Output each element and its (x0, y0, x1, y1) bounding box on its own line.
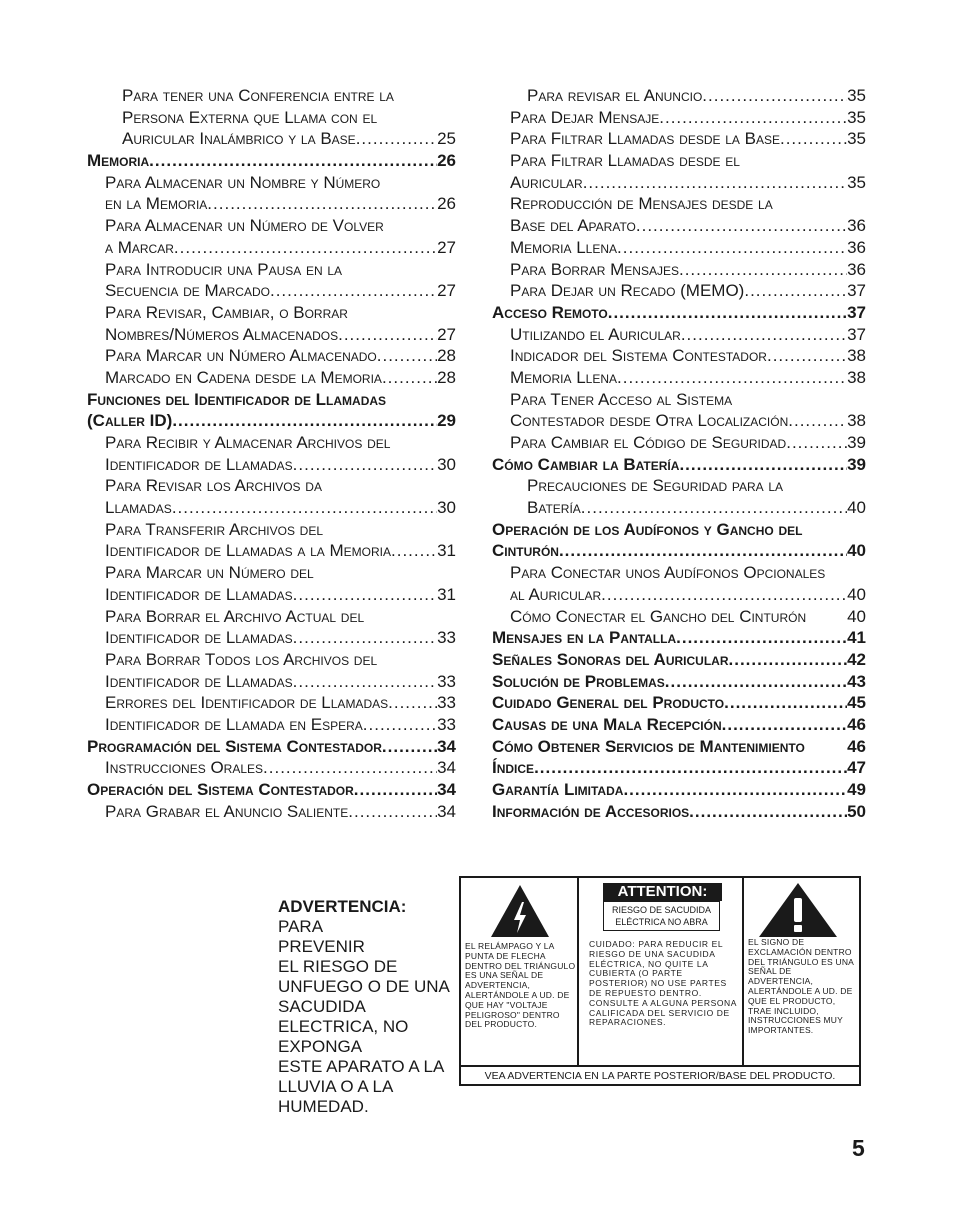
toc-leader-dots (377, 345, 437, 367)
toc-section-entry[interactable] (492, 671, 866, 693)
toc-leader-dots (293, 627, 437, 649)
toc-leader-dots (724, 692, 847, 714)
caution-label-box (459, 876, 861, 1086)
toc-entry-title: Base del Aparato (510, 216, 636, 236)
toc-entry[interactable] (492, 410, 866, 432)
toc-entry-title: Para Cambiar el Código de Seguridad (510, 433, 787, 452)
toc-entry[interactable] (87, 280, 456, 302)
toc-leader-dots (780, 128, 847, 150)
toc-page-number: 35 (847, 172, 866, 192)
toc-page-number: 33 (437, 628, 456, 648)
toc-leader-dots (363, 714, 437, 736)
toc-entry-line: Para Introducir una Pausa en la (105, 259, 343, 279)
toc-section-entry[interactable] (492, 714, 866, 736)
toc-page-number: 40 (847, 498, 866, 518)
toc-entry-line: Para Revisar los Archivos da (105, 476, 322, 496)
toc-leader-dots (391, 540, 437, 562)
toc-entry-title: Para revisar el Anuncio (527, 86, 703, 105)
toc-leader-dots (617, 237, 847, 259)
warning-line: EL RIESGO DE (278, 957, 398, 976)
toc-entry-title: Acceso Remoto (492, 302, 608, 322)
toc-page-number: 26 (437, 194, 456, 214)
toc-leader-dots (356, 128, 437, 150)
toc-entry[interactable] (492, 497, 866, 519)
toc-entry[interactable] (87, 345, 456, 367)
toc-entry-line: Para Borrar el Archivo Actual del (105, 606, 365, 626)
toc-page-number: 33 (437, 693, 456, 713)
attention-title: ATTENTION: (603, 883, 722, 901)
toc-section-entry[interactable] (87, 150, 456, 172)
toc-entry[interactable] (87, 692, 456, 714)
toc-entry-title: Identificador de Llamada en Espera (105, 714, 363, 734)
toc-entry[interactable] (492, 107, 866, 129)
toc-page-number: 27 (437, 237, 456, 257)
toc-page-number: 34 (437, 758, 456, 778)
toc-leader-dots (270, 280, 437, 302)
toc-section-entry[interactable] (492, 779, 866, 801)
toc-entry[interactable] (492, 345, 866, 367)
page-number: 5 (852, 1135, 865, 1161)
toc-section-entry[interactable] (492, 454, 866, 476)
toc-entry[interactable] (87, 367, 456, 389)
toc-page-number: 43 (847, 671, 866, 691)
toc-leader-dots (149, 150, 437, 172)
toc-page-number: 31 (437, 541, 456, 561)
toc-entry[interactable] (87, 714, 456, 736)
toc-entry-title: Contestador desde Otra Localización (510, 411, 789, 431)
toc-leader-dots (388, 692, 437, 714)
toc-leader-dots (263, 757, 437, 779)
toc-entry[interactable] (492, 85, 866, 107)
toc-leader-dots (689, 801, 847, 823)
toc-leader-dots (293, 671, 437, 693)
toc-entry-title: Cuidado General del Producto (492, 693, 725, 713)
toc-leader-dots (174, 237, 437, 259)
toc-entry-title: Memoria Llena (510, 367, 618, 387)
toc-leader-dots (293, 454, 437, 476)
caution-middle-panel (579, 878, 744, 1065)
toc-entry-title: Batería (527, 498, 581, 518)
toc-entry[interactable] (87, 454, 456, 476)
warning-line: UNFUEGO O DE UNA (278, 977, 450, 996)
toc-leader-dots (722, 714, 847, 736)
toc-entry-title: Programación del Sistema Contestador (87, 736, 382, 756)
toc-entry-title: Para Grabar el Anuncio Saliente (105, 801, 349, 821)
toc-entry-title: Indicador del Sistema Contestador (510, 346, 767, 366)
toc-entry-title: Marcado en Cadena desde la Memoria (105, 367, 382, 387)
caution-bottom-note: VEA ADVERTENCIA EN LA PARTE POSTERIOR/BASE DEL PRODUCTO. (461, 1065, 859, 1086)
warning-line: ELECTRICA, NO (278, 1017, 409, 1036)
caution-text: CUIDADO: PARA REDUCIR EL RIESGO DE UNA SACUDIDA ELÉCTRICA, NO QUITE LA CUBIERTA (O PARTE POSTERIOR) NO USE PARTES DE REPUESTO DENTRO. CONSULTE A ALGUNA PERSONA CALIFICADA DEL SERVICIO DE REPARACIONES. (589, 939, 737, 1028)
toc-page-number: 36 (847, 259, 866, 279)
fire-shock-warning (278, 897, 453, 1117)
toc-entry-title: Información de Accesorios (492, 801, 690, 821)
toc-page-number: 33 (437, 714, 456, 734)
toc-entry[interactable] (492, 584, 866, 606)
warning-line: PREVENIR (278, 937, 365, 956)
toc-leader-dots (601, 584, 847, 606)
toc-entry-title: Para Dejar Mensaje (510, 107, 660, 127)
toc-entry-title: Secuencia de Marcado (105, 281, 270, 301)
toc-entry-title: Cómo Cambiar la Batería (492, 454, 680, 474)
toc-entry-title: Operación del Sistema Contestador (87, 780, 354, 799)
toc-page-number: 34 (437, 780, 456, 799)
toc-section-entry[interactable] (492, 736, 866, 758)
toc-entry[interactable] (492, 237, 866, 259)
toc-entry-line: Persona Externa que Llama con el (122, 107, 378, 127)
toc-page-number: 26 (437, 151, 456, 171)
toc-page-number: 30 (437, 454, 456, 474)
toc-entry-title: Causas de una Mala Recepción (492, 714, 722, 734)
toc-leader-dots (729, 649, 848, 671)
toc-page-number: 30 (437, 498, 456, 518)
toc-page-number: 31 (437, 584, 456, 604)
toc-entry-line: Para Borrar Todos los Archivos del (105, 649, 378, 669)
toc-entry-title: Identificador de Llamadas (105, 454, 293, 474)
toc-entry-line: Para Conectar unos Audífonos Opcionales (510, 563, 826, 583)
toc-entry-title: Cómo Conectar el Gancho del Cinturón (510, 606, 807, 626)
toc-page-number: 37 (847, 281, 866, 301)
toc-entry-line: Reproducción de Mensajes desde la (510, 194, 773, 214)
toc-section-entry[interactable] (492, 649, 866, 671)
toc-page-number: 38 (847, 367, 866, 387)
toc-leader-dots (608, 302, 847, 324)
toc-leader-dots (348, 801, 437, 823)
toc-entry-title: Índice (492, 758, 535, 778)
toc-entry[interactable] (87, 671, 456, 693)
toc-leader-dots (382, 736, 437, 758)
toc-section-entry[interactable] (87, 736, 456, 758)
toc-entry-title: Garantía Limitada (492, 780, 624, 799)
toc-entry[interactable] (87, 497, 456, 519)
toc-section-heading: Funciones del Identificador de Llamadas (87, 389, 387, 409)
toc-page-number: 42 (847, 649, 866, 669)
toc-leader-dots (659, 107, 847, 129)
toc-entry-title: (Caller ID) (87, 411, 173, 431)
toc-section-entry[interactable] (492, 801, 866, 823)
toc-page-number: 50 (847, 801, 866, 821)
toc-page-number: 29 (437, 411, 456, 431)
toc-entry[interactable] (492, 172, 866, 194)
toc-entry-title: Para Marcar un Número Almacenado (105, 346, 377, 366)
toc-page-number: 40 (847, 606, 866, 626)
toc-entry[interactable] (492, 215, 866, 237)
toc-entry-line: Para Almacenar un Número de Volver (105, 216, 384, 236)
toc-entry[interactable] (492, 280, 866, 302)
toc-page-number: 34 (437, 801, 456, 821)
toc-entry[interactable] (87, 801, 456, 823)
toc-leader-dots (293, 584, 437, 606)
toc-page-number: 39 (847, 454, 866, 474)
toc-entry-title: Memoria (87, 151, 150, 171)
toc-page-number: 38 (847, 346, 866, 366)
toc-entry-title: Señales Sonoras del Auricular (492, 649, 729, 669)
toc-entry[interactable] (492, 128, 866, 150)
warning-line: SACUDIDA (278, 997, 366, 1016)
toc-leader-dots (559, 540, 847, 562)
toc-entry-line: Para Filtrar Llamadas desde el (510, 151, 740, 171)
toc-entry-line: Para tener una Conferencia entre la (122, 86, 394, 105)
toc-leader-dots (665, 671, 847, 693)
toc-entry-line: Precauciones de Seguridad para la (527, 476, 784, 496)
toc-right-column (492, 85, 866, 822)
toc-page-number: 27 (437, 281, 456, 301)
toc-section-entry[interactable] (492, 540, 866, 562)
toc-entry[interactable] (87, 324, 456, 346)
toc-page-number: 40 (847, 584, 866, 604)
toc-entry-line: Para Recibir y Almacenar Archivos del (105, 433, 391, 452)
toc-entry-line: Para Almacenar un Nombre y Número (105, 172, 381, 192)
toc-entry-title: Instrucciones Orales (105, 758, 264, 778)
toc-entry[interactable] (87, 193, 456, 215)
toc-page-number: 35 (847, 86, 866, 105)
toc-leader-dots (172, 497, 437, 519)
toc-entry[interactable] (87, 757, 456, 779)
toc-leader-dots (679, 259, 847, 281)
toc-entry-title: Solución de Problemas (492, 671, 665, 691)
warning-line: EXPONGA (278, 1037, 363, 1056)
toc-leader-dots (207, 193, 437, 215)
toc-entry[interactable] (492, 259, 866, 281)
toc-entry-title: Identificador de Llamadas (105, 628, 293, 648)
toc-section-heading: Operación de los Audífonos y Gancho del (492, 519, 803, 539)
lightning-triangle-icon (490, 884, 550, 938)
toc-page-number: 37 (847, 302, 866, 322)
toc-entry-title: Auricular Inalámbrico y la Base (122, 129, 356, 149)
toc-page-number: 41 (847, 628, 866, 648)
toc-leader-dots (702, 85, 847, 107)
caution-left-panel (461, 878, 579, 1065)
warning-line: PARA (278, 917, 324, 936)
toc-page-number: 39 (847, 433, 866, 452)
toc-entry[interactable] (492, 367, 866, 389)
toc-leader-dots (583, 172, 847, 194)
toc-page-number: 46 (847, 736, 866, 756)
toc-entry-title: Identificador de Llamadas a la Memoria (105, 541, 391, 561)
toc-entry-title: Para Filtrar Llamadas desde la Base (510, 129, 780, 149)
toc-leader-dots (623, 779, 847, 801)
toc-entry-title: Para Dejar un Recado (MEMO) (510, 281, 745, 301)
toc-leader-dots (172, 410, 437, 432)
toc-page-number: 49 (847, 780, 866, 799)
toc-entry-title: en la Memoria (105, 194, 208, 214)
toc-leader-dots (744, 280, 847, 302)
toc-leader-dots (676, 627, 847, 649)
toc-leader-dots (788, 410, 847, 432)
toc-leader-dots (338, 324, 437, 346)
toc-entry-line: Para Transferir Archivos del (105, 519, 324, 539)
toc-entry-title: Identificador de Llamadas (105, 671, 293, 691)
toc-entry-title: Nombres/Números Almacenados (105, 324, 339, 344)
toc-page-number: 46 (847, 714, 866, 734)
toc-page-number: 28 (437, 346, 456, 366)
toc-page-number: 25 (437, 129, 456, 149)
warning-label: ADVERTENCIA: (278, 897, 407, 916)
toc-page-number: 27 (437, 324, 456, 344)
toc-leader-dots (382, 367, 437, 389)
toc-page-number: 36 (847, 216, 866, 236)
toc-leader-dots (786, 432, 847, 454)
toc-entry-title: Auricular (510, 172, 583, 192)
toc-leader-dots (581, 497, 847, 519)
toc-leader-dots (617, 367, 847, 389)
exclamation-warning-text: EL SIGNO DE EXCLAMACIÓN DENTRO DEL TRIÁNGULO ES UNA SEÑAL DE ADVERTENCIA, ALERTÁNDOLE A UD. DE QUE EL PRODUCTO, TRAE INCLUIDO, INSTRUCCIONES MUY IMPORTANTES. (748, 937, 854, 1036)
toc-entry-title: a Marcar (105, 237, 174, 257)
toc-section-entry[interactable] (87, 410, 456, 432)
toc-entry[interactable] (492, 432, 866, 454)
toc-leader-dots (681, 324, 847, 346)
toc-page-number: 40 (847, 541, 866, 561)
toc-entry-line: Para Tener Acceso al Sistema (510, 389, 733, 409)
toc-section-entry[interactable] (492, 757, 866, 779)
toc-page-number: 28 (437, 367, 456, 387)
toc-entry-title: Memoria Llena (510, 237, 618, 257)
toc-page-number: 35 (847, 107, 866, 127)
toc-entry-title: Llamadas (105, 498, 172, 518)
toc-entry-title: al Auricular (510, 584, 602, 604)
toc-left-column (87, 85, 456, 822)
attention-subtitle: RIESGO DE SACUDIDA ELÉCTRICA NO ABRA (603, 901, 720, 931)
toc-entry-title: Cómo Obtener Servicios de Mantenimiento (492, 736, 805, 756)
toc-entry[interactable] (87, 540, 456, 562)
toc-entry-title: Para Borrar Mensajes (510, 259, 679, 279)
toc-page-number: 34 (437, 736, 456, 756)
toc-entry-title: Utilizando el Auricular (510, 324, 681, 344)
toc-entry-title: Mensajes en la Pantalla (492, 628, 677, 648)
toc-section-entry[interactable] (492, 302, 866, 324)
toc-entry-line: Para Marcar un Número del (105, 563, 314, 583)
toc-entry[interactable] (87, 237, 456, 259)
toc-page-number: 38 (847, 411, 866, 431)
toc-entry[interactable] (492, 606, 866, 628)
toc-leader-dots (534, 757, 847, 779)
toc-leader-dots (767, 345, 847, 367)
toc-page-number: 45 (847, 693, 866, 713)
warning-line: ESTE APARATO A LA (278, 1057, 445, 1076)
toc-section-entry[interactable] (492, 692, 866, 714)
exclamation-triangle-icon (758, 882, 838, 938)
toc-entry[interactable] (87, 128, 456, 150)
toc-page-number: 33 (437, 671, 456, 691)
toc-page-number: 37 (847, 324, 866, 344)
toc-entry-title: Identificador de Llamadas (105, 584, 293, 604)
toc-leader-dots (636, 215, 847, 237)
warning-line: LLUVIA O A LA (278, 1077, 394, 1096)
toc-leader-dots (679, 454, 847, 476)
toc-entry-line: Para Revisar, Cambiar, o Borrar (105, 302, 348, 322)
toc-section-entry[interactable] (492, 627, 866, 649)
toc-entry[interactable] (87, 584, 456, 606)
lightning-warning-text: EL RELÁMPAGO Y LA PUNTA DE FLECHA DENTRO DEL TRIÁNGULO ES UNA SEÑAL DE ADVERTENCIA, ALERTÁNDOLE A UD. DE QUE HAY "VOLTAJE PELIGROSO" DENTRO DEL PRODUCTO. (465, 941, 576, 1030)
toc-entry[interactable] (87, 627, 456, 649)
toc-entry-title: Errores del Identificador de Llamadas (105, 693, 389, 713)
toc-section-entry[interactable] (87, 779, 456, 801)
warning-line: HUMEDAD. (278, 1097, 369, 1116)
caution-right-panel (744, 878, 859, 1065)
toc-leader-dots (354, 779, 437, 801)
toc-page-number: 36 (847, 237, 866, 257)
toc-entry[interactable] (492, 324, 866, 346)
toc-entry-title: Cinturón (492, 541, 559, 561)
toc-page-number: 35 (847, 129, 866, 149)
toc-page-number: 47 (847, 758, 866, 778)
